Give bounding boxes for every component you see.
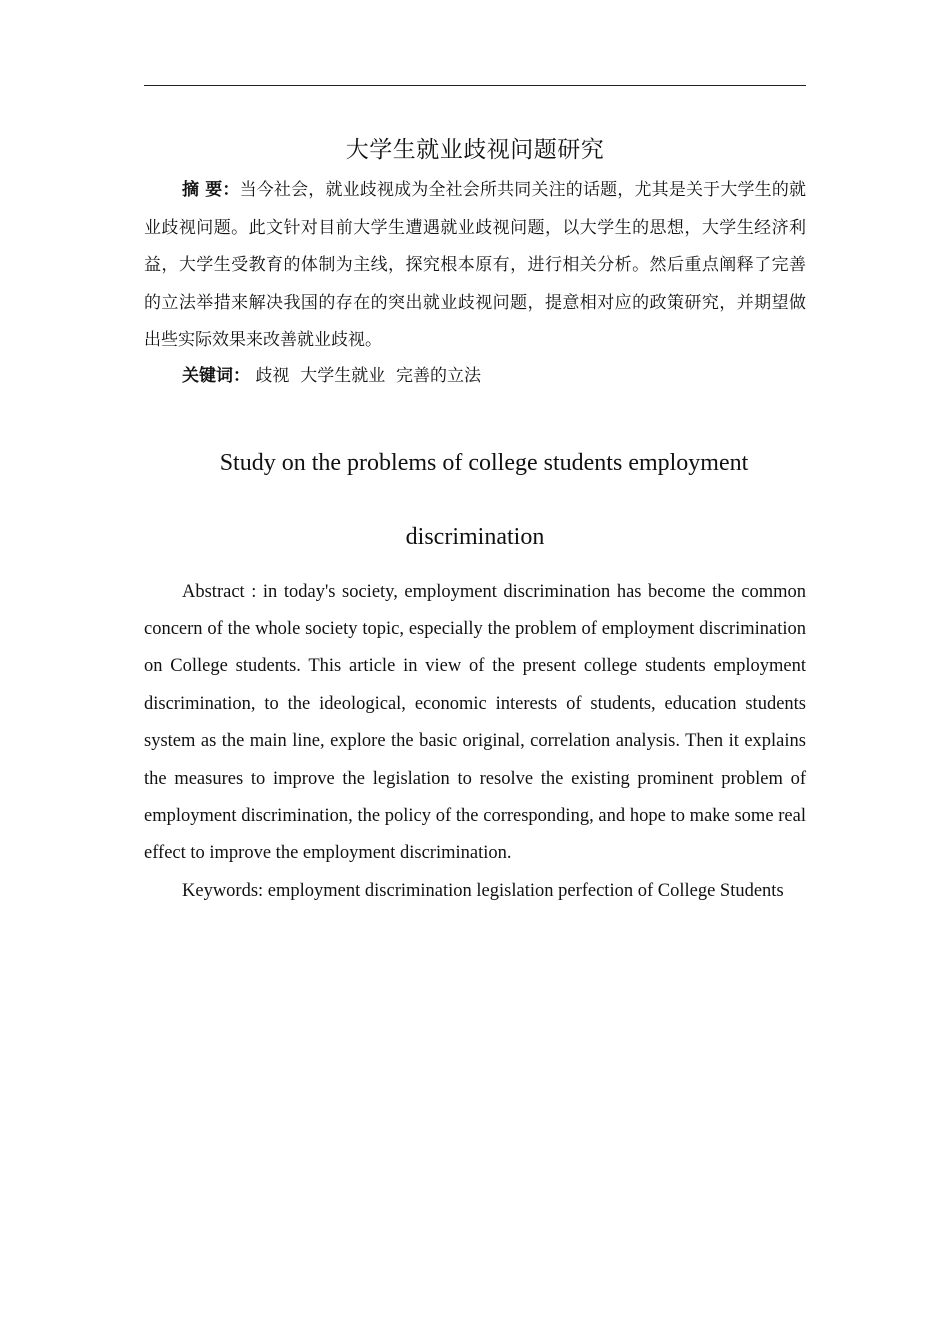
- english-keywords: Keywords: employment discrimination legislation perfection of College Students: [182, 880, 784, 901]
- english-abstract: Abstract : in today's society, employment discrimination has become the common concern of the whole society topic, especially the problem of employment discrimination on College students. This article in view of the present college students employment discrimination, to the ideological, economic interests of students, education students system as the main line, explore the basic original, correlation analysis. Then it explains the measures to improve the legislation to resolve the existing prominent problem of employment discrimination, the policy of the corresponding, and hope to make some real effect to improve the employment discrimination.: [144, 581, 806, 864]
- chinese-abstract-text: 当今社会，就业歧视成为全社会所共同关注的话题，尤其是关于大学生的就业歧视问题。此文针对目前大学生遭遇就业歧视问题，以大学生的思想，大学生经济利益，大学生受教育的体制为主线，探究根本原有，进行相关分析。然后重点阐释了完善的立法举措来解决我国的存在的突出就业歧视问题，提意相对应的政策研究，并期望做出些实际效果来改善就业歧视。: [144, 180, 806, 350]
- english-title-line-1: Study on the problems of college students employment: [219, 449, 749, 476]
- chinese-keywords-label: 关键词：: [182, 365, 250, 386]
- chinese-abstract: [144, 172, 806, 360]
- document-body: [144, 128, 806, 909]
- chinese-keywords: [144, 360, 806, 392]
- chinese-title: 大学生就业歧视问题研究: [345, 137, 605, 163]
- header-rule: [144, 85, 806, 86]
- english-title-line-2: discrimination: [405, 523, 545, 550]
- chinese-keywords-text: 歧视 大学生就业 完善的立法: [250, 365, 482, 386]
- chinese-abstract-label: 摘 要：: [182, 180, 240, 200]
